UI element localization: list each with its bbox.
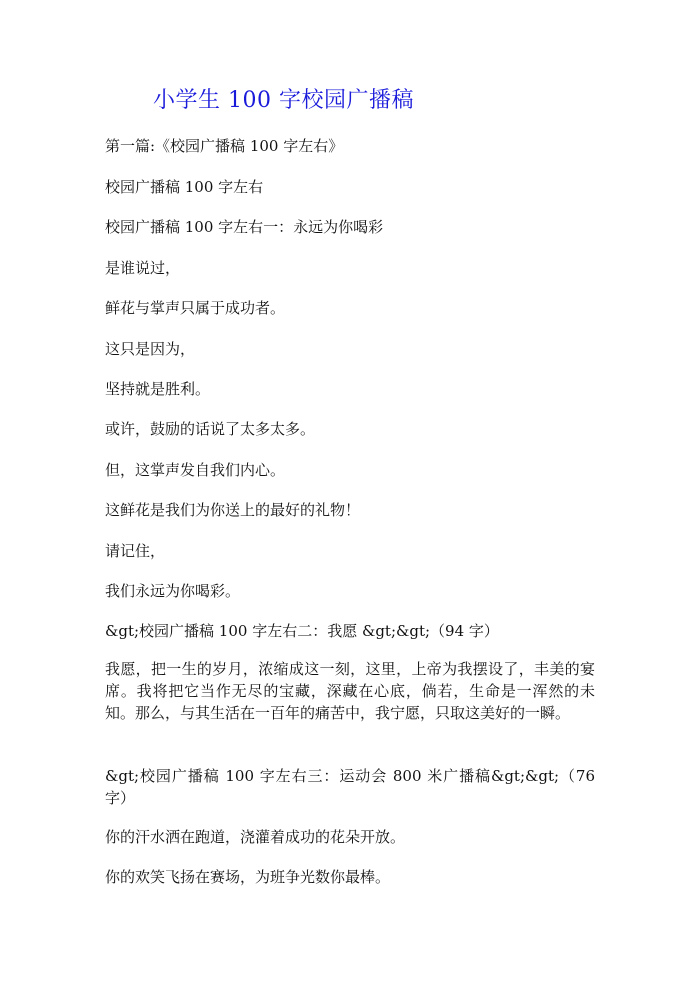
paragraph: 请记住， [105, 542, 166, 560]
paragraph: 我们永远为你喝彩。 [105, 582, 241, 600]
paragraph-section-two-heading: &gt;校园广播稿 100 字左右二：我愿 &gt;&gt;（94 字） [105, 622, 499, 640]
paragraph: 是谁说过， [105, 259, 181, 277]
paragraph: 或许，鼓励的话说了太多太多。 [105, 420, 316, 438]
paragraph-chapter-heading: 第一篇:《校园广播稿 100 字左右》 [105, 137, 344, 155]
paragraph: 这只是因为， [105, 340, 196, 358]
document-title: 小学生 100 字校园广播稿 [153, 88, 414, 113]
paragraph: 这鲜花是我们为你送上的最好的礼物！ [105, 501, 361, 519]
paragraph: 鲜花与掌声只属于成功者。 [105, 299, 286, 317]
paragraph-section-one-heading: 校园广播稿 100 字左右一：永远为你喝彩 [105, 218, 384, 236]
paragraph-section-three-heading: &gt;校园广播稿 100 字左右三：运动会 800 米广播稿&gt;&gt;（76 字） [105, 767, 595, 807]
paragraph-body: 我愿，把一生的岁月，浓缩成这一刻，这里，上帝为我摆设了，丰美的宴席。我将把它当作无尽的宝藏，深藏在心底，倘若，生命是一浑然的未知。那么，与其生活在一百年的痛苦中，我宁愿，只取这美好的一瞬。 [105, 660, 595, 722]
paragraph: 但，这掌声发自我们内心。 [105, 461, 286, 479]
paragraph: 坚持就是胜利。 [105, 380, 211, 398]
paragraph-subtitle: 校园广播稿 100 字左右 [105, 178, 264, 196]
paragraph: 你的欢笑飞扬在赛场，为班争光数你最棒。 [105, 868, 391, 886]
paragraph: 你的汗水洒在跑道，浇灌着成功的花朵开放。 [105, 828, 406, 846]
